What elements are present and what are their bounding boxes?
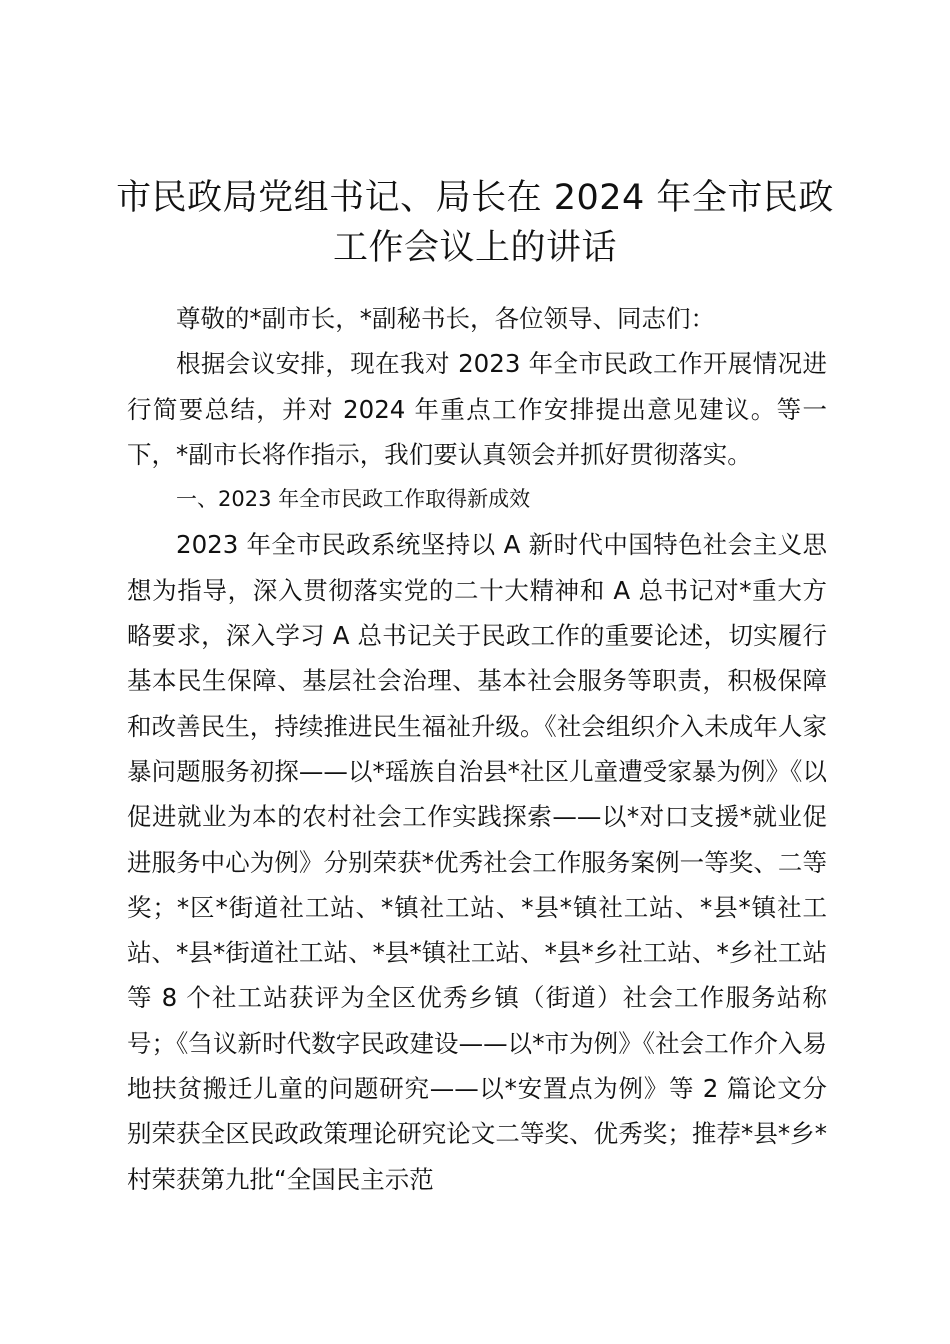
document-title-line-1: 市民政局党组书记、局长在 2024 年全市民政 [116,178,834,218]
salutation-paragraph: 尊敬的*副市长，*副秘书长，各位领导、同志们： [176,304,715,333]
document-title-line-2: 工作会议上的讲话 [332,228,617,268]
document-body [127,296,827,1202]
section-1-paragraph: 2023 年全市民政系统坚持以 A 新时代中国特色社会主义思想为指导，深入贯彻落实党的二十大精神和 A 总书记对*重大方略要求，深入学习 A 总书记关于民政工作的重要论述，切实履行基本民生保障、基层社会治理、基本社会服务等职责，积极保障和改善民生，持续推进民生福祉升级。《社会组织介入未成年人家暴问题服务初探——以*瑶族自治县*社区儿童遭受家暴为例》《以促进就业为本的农村社会工作实践探索——以*对口支援*就业促进服务中心为例》分别荣获*优秀社会工作服务案例一等奖、二等奖；*区*街道社工站、*镇社工站、*县*镇社工站、*县*镇社工站、*县*街道社工站、*县*镇社工站、*县*乡社工站、*乡社工站等 8 个社工站获评为全区优秀乡镇（街道）社会工作服务站称号；《刍议新时代数字民政建设——以*市为例》《社会工作介入易地扶贫搬迁儿童的问题研究——以*安置点为例》等 2 篇论文分别荣获全区民政政策理论研究论文二等奖、优秀奖；推荐*县*乡*村荣获第九批“全国民主示范 [127,530,827,1194]
section-heading-1: 一、2023 年全市民政工作取得新成效 [176,487,531,512]
intro-paragraph: 根据会议安排，现在我对 2023 年全市民政工作开展情况进行简要总结，并对 2024 年重点工作安排提出意见建议。等一下，*副市长将作指示，我们要认真领会并抓好贯彻落实。 [127,349,827,469]
